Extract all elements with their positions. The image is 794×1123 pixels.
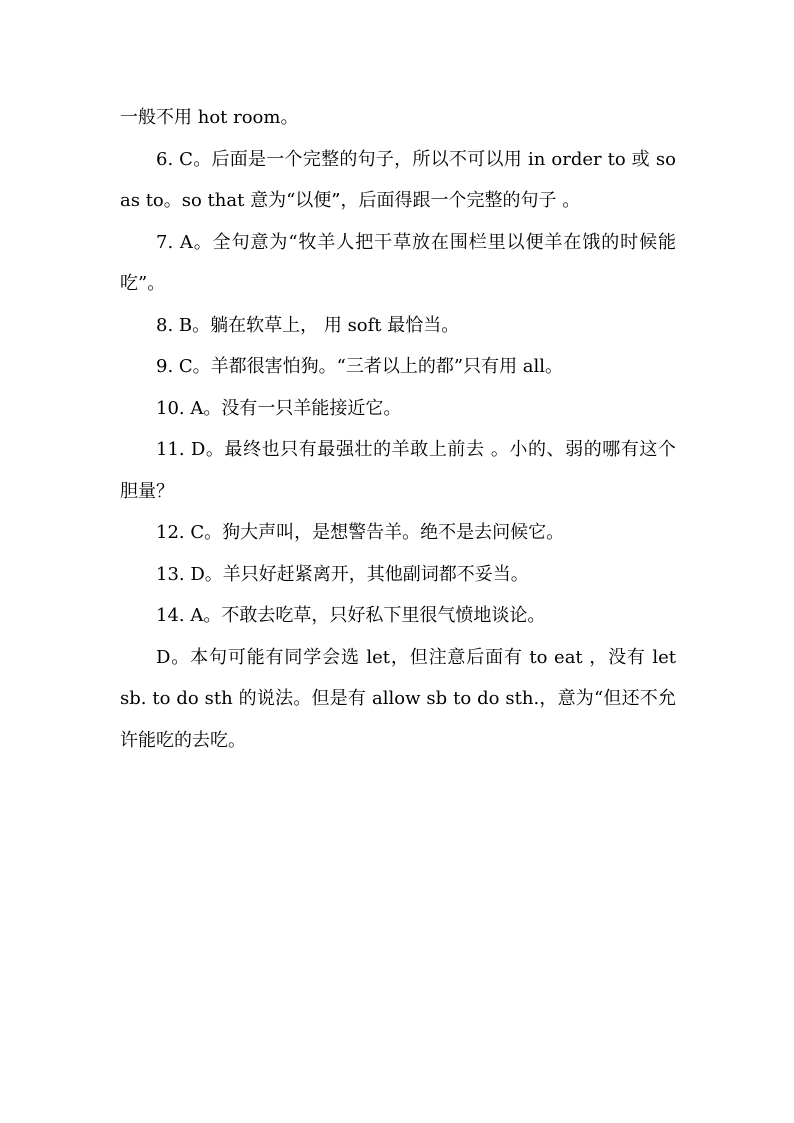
answer-explanations — [120, 97, 676, 761]
paragraph-answer-8: 8. B。躺在软草上， 用 soft 最恰当。 — [156, 314, 460, 336]
paragraph-answer-11: 11. D。最终也只有最强壮的羊敢上前去 。小的、弱的哪有这个胆量？ — [120, 439, 676, 502]
paragraph-answer-15: D。本句可能有同学会选 let，但注意后面有 to eat ，没有 let sb. to do sth 的说法。但是有 allow sb to do sth.，意为“但还不允许能吃的去吃。 — [120, 646, 676, 751]
paragraph-answer-6: 6. C。后面是一个完整的句子，所以不可以用 in order to 或 so as to。so that 意为“以便”，后面得跟一个完整的句子 。 — [120, 148, 676, 211]
paragraph-answer-9: 9. C。羊都很害怕狗。“三者以上的都”只有用 all。 — [156, 356, 564, 377]
paragraph-answer-10: 10. A。没有一只羊能接近它。 — [156, 397, 402, 419]
paragraph-answer-14: 14. A。不敢去吃草，只好私下里很气愤地谈论。 — [156, 605, 546, 626]
paragraph-answer-12: 12. C。狗大声叫，是想警告羊。绝不是去问候它。 — [156, 522, 565, 543]
paragraph-continuation: 一般不用 hot room。 — [120, 107, 299, 128]
paragraph-answer-7: 7. A。全句意为“牧羊人把干草放在围栏里以便羊在饿的时候能吃”。 — [120, 231, 676, 294]
paragraph-answer-13: 13. D。羊只好赶紧离开，其他副词都不妥当。 — [156, 563, 529, 585]
